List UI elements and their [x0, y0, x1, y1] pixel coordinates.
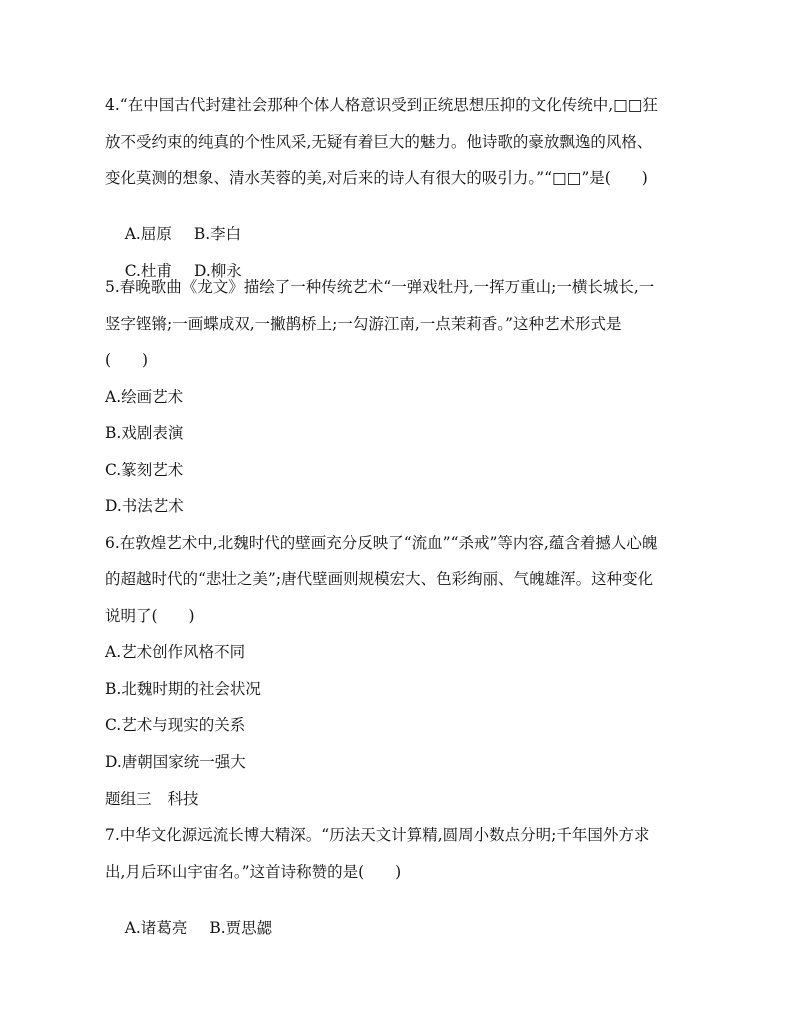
section-heading-topic: 科技: [167, 790, 199, 808]
q4-option-d: D.柳永: [193, 262, 242, 280]
q6-option-c: C.艺术与现实的关系: [105, 716, 246, 734]
q5-option-b: B.戏剧表演: [105, 424, 184, 442]
q7-stem-line-1: 7.中华文化源远流长博大精深。“历法天文计算精,圆周小数点分明;千年国外方求: [105, 826, 650, 844]
q5-stem-line-1: 5.春晚歌曲《龙文》描绘了一种传统艺术“一弹戏牡丹,一挥万重山;一横长城长,一: [105, 278, 655, 296]
q7-options-row-1: [105, 898, 272, 958]
q6-option-d: D.唐朝国家统一强大: [105, 753, 246, 771]
section-heading-group-3: [105, 789, 199, 809]
q4-option-b: B.李白: [193, 225, 242, 243]
q5-option-a: A.绘画艺术: [105, 388, 184, 406]
q7-stem-line-2: 出,月后环山宇宙名。”这首诗称赞的是( ): [105, 863, 402, 881]
q4-stem-line-2: 放不受约束的纯真的个性风采,无疑有着巨大的魅力。他诗歌的豪放飘逸的风格、: [105, 133, 653, 151]
q5-stem-line-3: ( ): [105, 351, 149, 369]
q4-stem-line-1: 4.“在中国古代封建社会那种个体人格意识受到正统思想压抑的文化传统中,□□狂: [105, 96, 658, 114]
q6-option-a: A.艺术创作风格不同: [105, 643, 246, 661]
section-heading-label: 题组三: [105, 790, 152, 808]
q6-stem-line-3: 说明了( ): [105, 607, 195, 625]
q7-option-a: A.诸葛亮: [124, 919, 188, 937]
q4-option-c: C.杜甫: [124, 262, 172, 280]
q5-option-d: D.书法艺术: [105, 497, 184, 515]
q4-stem-line-3: 变化莫测的想象、清水芙蓉的美,对后来的诗人有很大的吸引力。”“□□”是( ): [105, 169, 648, 187]
q5-option-c: C.篆刻艺术: [105, 461, 184, 479]
q5-stem-line-2: 竖字铿锵;一画蝶成双,一撇鹊桥上;一勾游江南,一点茉莉香。”这种艺术形式是: [105, 315, 622, 333]
q6-stem-line-1: 6.在敦煌艺术中,北魏时代的壁画充分反映了“流血”“杀戒”等内容,蕴含着撼人心魄: [105, 534, 658, 552]
q6-stem-line-2: 的超越时代的“悲壮之美”;唐代壁画则规模宏大、色彩绚丽、气魄雄浑。这种变化: [105, 570, 654, 588]
q6-option-b: B.北魏时期的社会状况: [105, 680, 261, 698]
q7-option-b: B.贾思勰: [209, 919, 273, 937]
q4-option-a: A.屈原: [124, 225, 172, 243]
